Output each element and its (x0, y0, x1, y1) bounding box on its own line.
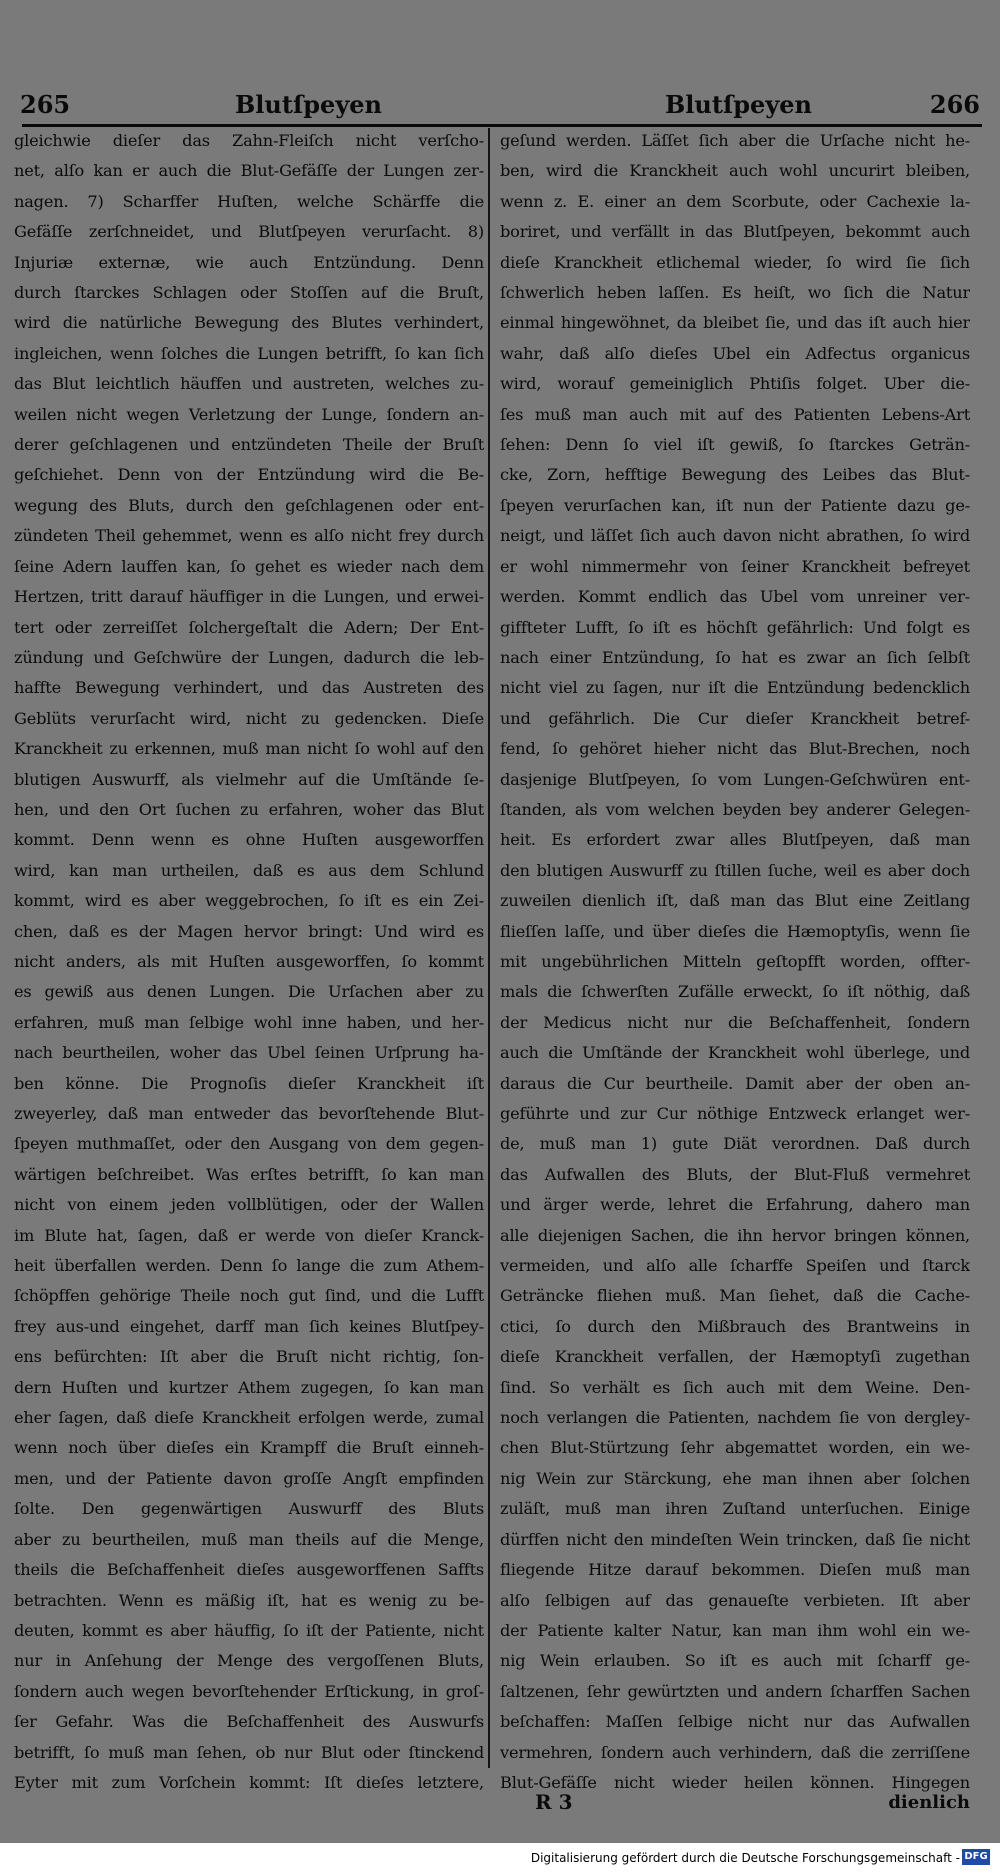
text-line: wenn z. E. einer an dem Scorbute, oder Cachexie la- (500, 191, 970, 211)
text-line: heit. Es erfordert zwar alles Blutſpeyen, daß man (500, 830, 970, 850)
text-line: Kranckheit zu erkennen, muß man nicht ſo wohl auf den (14, 739, 484, 759)
text-line: deuten, kommt es aber häuffig, ſo iſt der Patiente, nicht (14, 1620, 484, 1640)
text-line: alſo ſelbigen auf das genaueſte verbieten. Iſt aber (500, 1590, 970, 1610)
text-line: alle diejenigen Sachen, die ihn hervor bringen können, (500, 1225, 970, 1245)
text-line: wärtigen beſchreibet. Was erſtes betrifft, ſo kan man (14, 1164, 484, 1184)
text-line: chen, daß es der Magen hervor bringt: Und wird es (14, 921, 484, 941)
text-line: der Patiente kalter Natur, kan man ihm wohl ein we- (500, 1620, 970, 1640)
text-line: ſes muß man auch mit auf des Patienten Lebens-Art (500, 404, 970, 424)
signature-mark: R 3 (535, 1790, 573, 1814)
text-line: kommt. Denn wenn es ohne Huſten ausgeworffen (14, 830, 484, 850)
text-line: Hertzen, tritt darauf häuffiger in die Lungen, und erwei- (14, 587, 484, 607)
text-line: betrachten. Wenn es mäßig iſt, hat es wenig zu be- (14, 1590, 484, 1610)
text-line: frey aus-und eingehet, darff man ſich keines Blutſpey- (14, 1316, 484, 1336)
text-line: fliegende Hitze darauf bekommen. Dieſen muß man (500, 1560, 970, 1580)
running-header (20, 88, 980, 122)
running-title-left: Blutſpeyen (235, 90, 382, 119)
text-line: dieſe Kranckheit verfallen, der Hæmoptyſi zugethan (500, 1347, 970, 1367)
text-line: auch die Umſtände der Kranckheit wohl überlege, und (500, 1043, 970, 1063)
text-line: net, alſo kan er auch die Blut-Gefäſſe der Lungen zer- (14, 161, 484, 181)
text-line: Blut-Gefäſſe nicht wieder heilen können. Hingegen (500, 1772, 970, 1792)
text-line: zuweilen dienlich iſt, daß man das Blut eine Zeitlang (500, 891, 970, 911)
text-line: nicht von einem jeden vollblütigen, oder der Wallen (14, 1195, 484, 1215)
text-line: gleichwie dieſer das Zahn-Fleiſch nicht verſcho- (14, 131, 484, 150)
dfg-logo: DFG (962, 1849, 990, 1865)
text-line: ſind. So verhält es ſich auch mit dem Weine. Den- (500, 1377, 970, 1397)
text-line: geführte und zur Cur nöthige Entzweck erlanget wer- (500, 1104, 970, 1123)
text-line: ſaltzenen, ſehr gewürtzten und andern ſcharffen Sachen (500, 1681, 970, 1701)
text-line: theils die Beſchaffenheit dieſes ausgeworffenen Saffts (14, 1560, 484, 1580)
text-line: Geblüts verurſacht wird, nicht zu gedencken. Dieſe (14, 708, 484, 728)
text-line: ſpeyen verurſachen kan, iſt nun der Patiente dazu ge- (500, 495, 970, 515)
right-column (500, 126, 970, 1794)
text-line: und gefährlich. Die Cur dieſer Kranckheit betref- (500, 708, 970, 728)
text-line: ſondern auch wegen bevorſtehender Erſtickung, in groſ- (14, 1681, 484, 1701)
text-line: haffte Bewegung verhindert, und das Austreten des (14, 678, 484, 698)
digitization-credit: Digitalisierung gefördert durch die Deutsche Forschungsgemeinschaft - (530, 1851, 960, 1865)
text-line: Injuriæ externæ, wie auch Entzündung. Denn (14, 252, 484, 272)
text-line: ſehen: Denn ſo viel iſt gewiß, ſo ſtarckes Geträn- (500, 435, 970, 455)
text-line: tert oder zerreiſſet ſolchergeſtalt die Adern; Der Ent- (14, 617, 484, 637)
text-line: ſpeyen muthmaſſet, oder den Ausgang von dem gegen- (14, 1134, 484, 1154)
text-line: ens befürchten: Iſt aber die Bruſt nicht richtig, ſon- (14, 1347, 484, 1367)
text-line: kommt, wird es aber weggebrochen, ſo iſt es ein Zei- (14, 891, 484, 911)
text-line: nur in Anſehung der Menge des vergoſſenen Bluts, (14, 1651, 484, 1671)
text-line: chen Blut-Stürtzung ſehr abgemattet worden, ein we- (500, 1438, 970, 1458)
text-line: das Aufwallen des Bluts, der Blut-Fluß vermehret (500, 1164, 970, 1184)
text-line: hen, und den Ort ſuchen zu erfahren, woher das Blut (14, 799, 484, 819)
text-line: dieſe Kranckheit etlichemal wieder, ſo wird ſie ſich (500, 252, 970, 272)
text-line: zuläſt, muß man ihren Zuſtand unterſuchen. Einige (500, 1499, 970, 1519)
text-line: wahr, daß alſo dieſes Ubel ein Adfectus organicus (500, 343, 970, 363)
text-line: der Medicus nicht nur die Beſchaffenheit, ſondern (500, 1012, 970, 1032)
text-line: im Blute hat, ſagen, daß er werde von dieſer Kranck- (14, 1225, 484, 1245)
text-line: cke, Zorn, hefftige Bewegung des Leibes das Blut- (500, 465, 970, 485)
text-line: geſund werden. Läſſet ſich aber die Urſache nicht he- (500, 131, 970, 150)
page-number-left: 265 (20, 90, 71, 119)
text-line: es gewiß aus denen Lungen. Die Urſachen aber zu (14, 982, 484, 1002)
text-line: boriret, und verfällt in das Blutſpeyen, bekommt auch (500, 222, 970, 242)
text-line: ctici, ſo durch den Mißbrauch des Brantweins in (500, 1316, 970, 1336)
text-line: ſchwerlich heben laſſen. Es heiſt, wo ſich die Natur (500, 283, 970, 303)
text-line: werden. Kommt endlich das Ubel vom unreiner ver- (500, 587, 970, 607)
text-line: geſchiehet. Denn von der Entzündung wird die Be- (14, 465, 484, 485)
text-line: ingleichen, wenn ſolches die Lungen betrifft, ſo kan ſich (14, 343, 484, 363)
text-line: de, muß man 1) gute Diät verordnen. Daß durch (500, 1134, 970, 1154)
text-line: men, und der Patiente davon groſſe Angſt empfinden (14, 1468, 484, 1488)
text-line: giffteter Lufft, ſo iſt es höchſt gefährlich: Und folgt es (500, 617, 970, 637)
page-number-right: 266 (929, 90, 980, 119)
text-line: er wohl nimmermehr von ſeiner Kranckheit befreyet (500, 556, 970, 576)
text-line: nig Wein zur Stärckung, ehe man ihnen aber ſolchen (500, 1468, 970, 1488)
column-divider (488, 128, 490, 1768)
text-line: blutigen Auswurff, als vielmehr auf die Umſtände ſe- (14, 769, 484, 789)
text-line: zündung und Geſchwüre der Lungen, dadurch die leb- (14, 647, 484, 667)
text-line: nach beurtheilen, woher das Ubel ſeinen Urſprung ha- (14, 1043, 484, 1063)
text-line: dasjenige Blutſpeyen, ſo vom Lungen-Geſchwüren ent- (500, 769, 970, 789)
text-line: einmal hingewöhnet, da bleibet ſie, und das iſt auch hier (500, 313, 970, 333)
text-line: den blutigen Auswurff zu ſtillen ſuche, weil es aber doch (500, 860, 970, 880)
text-line: wegung des Bluts, durch den geſchlagenen oder ent- (14, 495, 484, 515)
text-line: derer geſchlagenen und entzündeten Theile der Bruſt (14, 435, 484, 455)
text-line: mals die ſchwerſten Zufälle erweckt, ſo iſt nöthig, daß (500, 982, 970, 1002)
text-line: mit ungebührlichen Mitteln geſtopfft worden, offter- (500, 951, 970, 971)
text-line: wird, kan man urtheilen, daß es aus dem Schlund (14, 860, 484, 880)
text-line: weilen nicht wegen Verletzung der Lunge, ſondern an- (14, 404, 484, 424)
text-line: ſeine Adern lauffen kan, ſo gehet es wieder nach dem (14, 556, 484, 576)
text-line: beſchaffen: Maſſen ſelbige nicht nur das Aufwallen (500, 1712, 970, 1732)
text-line: durch ſtarckes Schlagen oder Stoſſen auf die Bruſt, (14, 283, 484, 303)
text-line: noch verlangen die Patienten, nachdem ſie von dergley- (500, 1408, 970, 1428)
running-title-right: Blutſpeyen (665, 90, 812, 119)
text-line: zündeten Theil gehemmet, wenn es alſo nicht frey durch (14, 526, 484, 546)
text-line: nig Wein erlauben. So iſt es auch mit ſcharff ge- (500, 1651, 970, 1671)
text-line: wird, worauf gemeiniglich Phtiſis folget. Uber die- (500, 374, 970, 394)
text-line: und ärger werde, lehret die Erfahrung, dahero man (500, 1195, 970, 1215)
catchword: dienlich (888, 1792, 970, 1813)
text-line: ſchöpffen gehörige Theile noch gut ſind, und die Lufft (14, 1286, 484, 1306)
text-line: daraus die Cur beurtheile. Damit aber der oben an- (500, 1073, 970, 1093)
text-line: ſolte. Den gegenwärtigen Auswurff des Bluts (14, 1499, 484, 1519)
text-line: ben, wird die Kranckheit auch wohl uncurirt bleiben, (500, 161, 970, 181)
text-line: Geträncke fliehen muß. Man ſiehet, daß die Cache- (500, 1286, 970, 1306)
text-line: vermeiden, und alſo alle ſcharffe Speiſen und ſtarck (500, 1256, 970, 1276)
text-line: das Blut leichtlich häuffen und austreten, welches zu- (14, 374, 484, 394)
text-line: zweyerley, daß man entweder das bevorſtehende Blut- (14, 1104, 484, 1123)
text-line: Eyter mit zum Vorſchein kommt: Iſt dieſes letztere, (14, 1772, 484, 1792)
text-line: wenn noch über dieſes ein Krampff die Bruſt einneh- (14, 1438, 484, 1458)
text-line: neigt, und läſſet ſich auch davon nicht abrathen, ſo wird (500, 526, 970, 546)
text-line: betrifft, ſo muß man ſehen, ob nur Blut oder ſtinckend (14, 1742, 484, 1762)
text-line: nicht anders, als mit Huſten ausgeworffen, ſo kommt (14, 951, 484, 971)
text-line: heit überfallen werden. Denn ſo lange die zum Athem- (14, 1256, 484, 1276)
text-line: erfahren, muß man ſelbige wohl inne haben, und her- (14, 1012, 484, 1032)
text-line: eher ſagen, daß dieſe Kranckheit erfolgen werde, zumal (14, 1408, 484, 1428)
text-line: nicht viel zu ſagen, nur iſt die Entzündung bedencklich (500, 678, 970, 698)
text-line: nach einer Entzündung, ſo hat es zwar an ſich ſelbſt (500, 647, 970, 667)
text-line: ben könne. Die Prognoſis dieſer Kranckheit iſt (14, 1073, 484, 1093)
left-column (14, 126, 484, 1794)
text-line: dürffen nicht den mindeſten Wein trincken, daß ſie nicht (500, 1529, 970, 1549)
text-line: nagen. 7) Scharffer Huſten, welche Schärffe die (14, 191, 484, 211)
text-line: vermehren, ſondern auch verhindern, daß die zerriſſene (500, 1742, 970, 1762)
text-line: flieſſen laſſe, und über dieſes die Hæmoptyſis, wenn ſie (500, 921, 970, 941)
text-line: wird die natürliche Bewegung des Blutes verhindert, (14, 313, 484, 333)
text-line: aber zu beurtheilen, muß man theils auf die Menge, (14, 1529, 484, 1549)
text-line: ſtanden, als vom welchen beyden bey anderer Gelegen- (500, 799, 970, 819)
text-line: fend, ſo gehöret hieher nicht das Blut-Brechen, noch (500, 739, 970, 759)
text-line: ſer Gefahr. Was die Beſchaffenheit des Auswurfs (14, 1712, 484, 1732)
text-line: dern Huſten und kurtzer Athem zugegen, ſo kan man (14, 1377, 484, 1397)
text-line: Gefäſſe zerſchneidet, und Blutſpeyen verurſacht. 8) (14, 222, 484, 242)
